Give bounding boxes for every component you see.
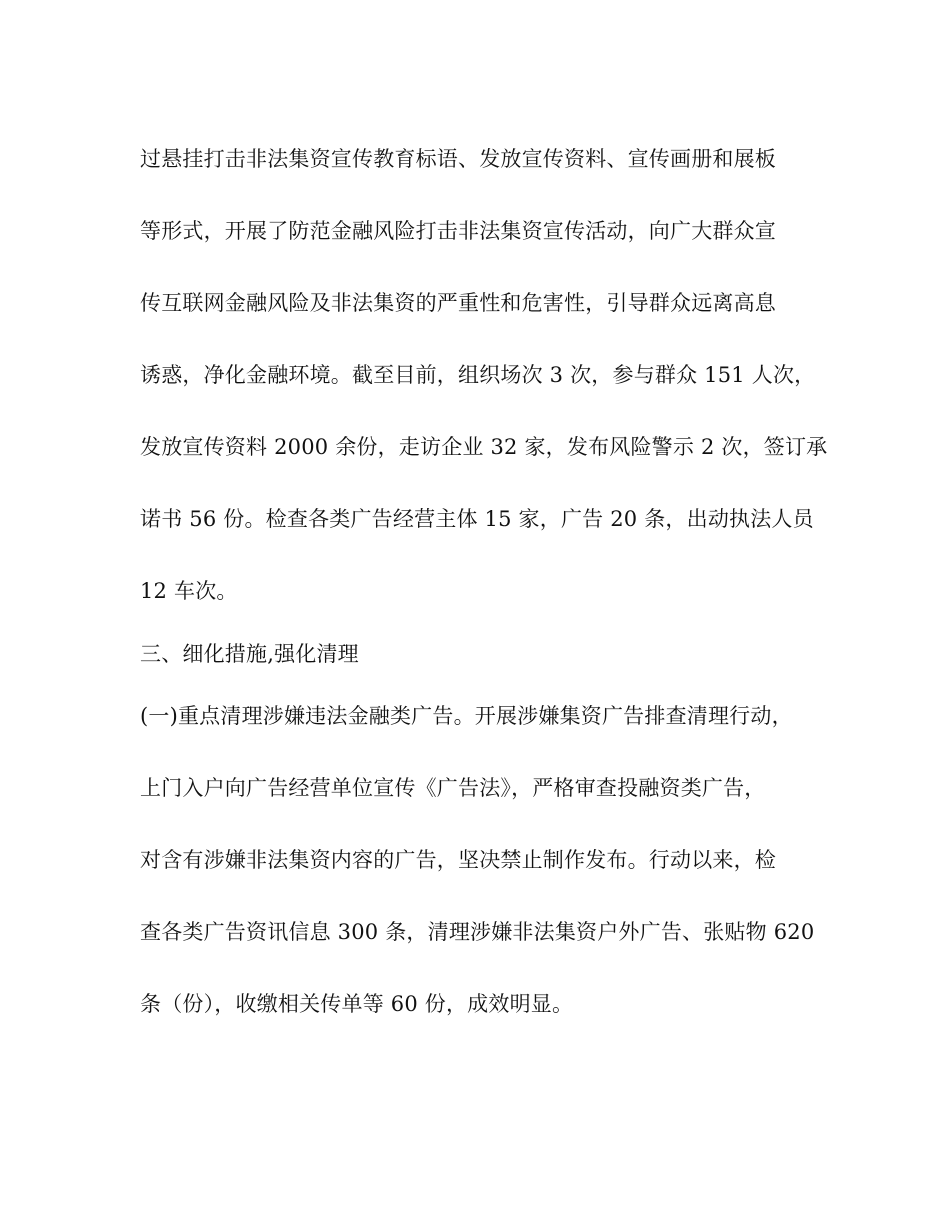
paragraph-line: 过悬挂打击非法集资宣传教育标语、发放宣传资料、宣传画册和展板 (140, 147, 776, 171)
paragraph-line: 等形式，开展了防范金融风险打击非法集资宣传活动，向广大群众宣 (140, 219, 776, 243)
paragraph-line: 诱惑，净化金融环境。截至目前，组织场次 3 次，参与群众 151 人次， (140, 363, 816, 387)
paragraph-line: 诺书 56 份。检查各类广告经营主体 15 家，广告 20 条，出动执法人员 (140, 507, 814, 531)
paragraph-line: 发放宣传资料 2000 余份，走访企业 32 家，发布风险警示 2 次，签订承 (140, 435, 828, 459)
paragraph-line: 传互联网金融风险及非法集资的严重性和危害性，引导群众远离高息 (140, 291, 776, 315)
section-heading: 三、细化措施,强化清理 (140, 642, 359, 666)
paragraph-line: 查各类广告资讯信息 300 条，清理涉嫌非法集资户外广告、张贴物 620 (140, 920, 815, 944)
paragraph-line: 上门入户向广告经营单位宣传《广告法》，严格审查投融资类广告， (140, 776, 766, 800)
subsection-heading-line: (一)重点清理涉嫌违法金融类广告。开展涉嫌集资广告排查清理行动， (140, 704, 793, 728)
paragraph-line: 条（份），收缴相关传单等 60 份，成效明显。 (140, 992, 574, 1016)
paragraph-line: 对含有涉嫌非法集资内容的广告，坚决禁止制作发布。行动以来，检 (140, 848, 776, 872)
paragraph-line: 12 车次。 (140, 579, 238, 603)
